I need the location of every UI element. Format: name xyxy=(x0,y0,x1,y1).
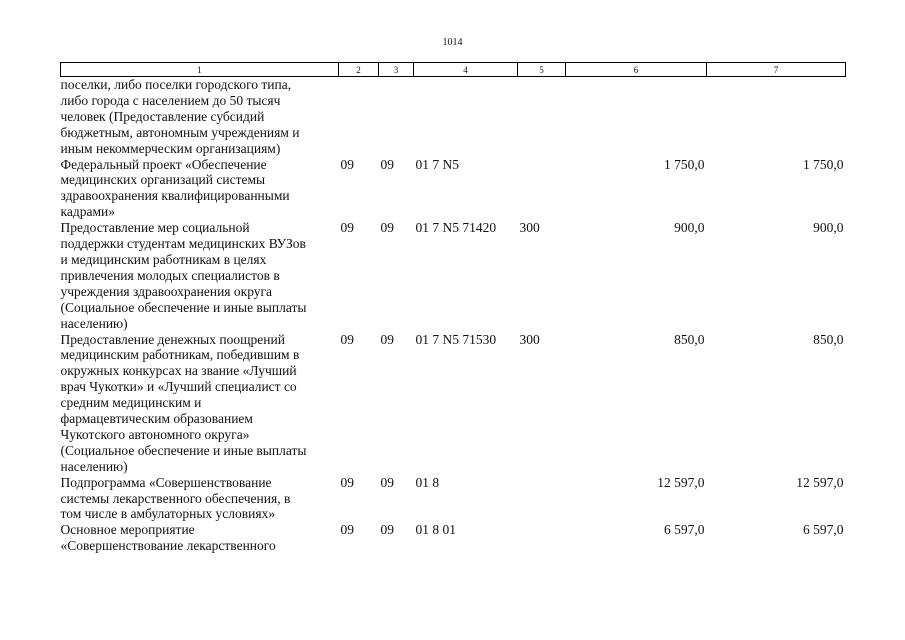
row-name-line: и медицинским работникам в целях xyxy=(60,251,267,267)
row-name-line: Федеральный проект «Обеспечение xyxy=(60,156,267,172)
row-target-article: 01 7 N5 71530 xyxy=(415,331,497,347)
row-name-line: (Социальное обеспечение и иные выплаты xyxy=(60,442,307,458)
row-name xyxy=(61,157,339,221)
row-name xyxy=(61,77,339,157)
row-name xyxy=(61,475,339,523)
row-target-article: 01 7 N5 71420 xyxy=(415,220,497,236)
row-name-line: кадрами» xyxy=(60,204,115,220)
row-amount-1: 1 750,0 xyxy=(664,156,705,172)
header-row xyxy=(61,63,846,77)
row-name-line: фармацевтическим образованием xyxy=(60,411,253,427)
row-section-code: 09 xyxy=(340,522,354,538)
row-section-code xyxy=(339,77,379,157)
row-subsection-code: 09 xyxy=(380,474,394,490)
row-amount-2: 12 597,0 xyxy=(796,474,844,490)
row-name-line: Предоставление мер социальной xyxy=(60,220,250,236)
row-name-line: привлечения молодых специалистов в xyxy=(60,267,280,283)
row-name-line: системы лекарственного обеспечения, в xyxy=(60,490,291,506)
row-subsection-code: 09 xyxy=(380,220,394,236)
row-name-line: поселки, либо поселки городского типа, xyxy=(60,77,292,92)
row-name-line: населению) xyxy=(60,458,128,474)
row-name xyxy=(61,220,339,331)
row-amount-1: 850,0 xyxy=(674,331,705,347)
row-amount-2: 6 597,0 xyxy=(803,522,844,538)
row-amount-2: 1 750,0 xyxy=(803,156,844,172)
header-col-2: 2 xyxy=(339,63,379,77)
header-col-5: 5 xyxy=(518,63,566,77)
row-subsection-code: 09 xyxy=(380,156,394,172)
row-target-article: 01 7 N5 xyxy=(415,156,459,172)
table-row xyxy=(61,475,846,523)
table-row xyxy=(61,220,846,331)
row-amount-2: 900,0 xyxy=(813,220,844,236)
row-name-line: поддержки студентам медицинских ВУЗов xyxy=(60,236,306,252)
row-name-line: средним медицинским и xyxy=(60,395,202,411)
row-name-line: человек (Предоставление субсидий xyxy=(60,108,265,124)
header-col-1: 1 xyxy=(61,63,339,77)
row-target-article: 01 8 xyxy=(415,474,440,490)
row-name-line: здравоохранения квалифицированными xyxy=(60,188,290,204)
table-row xyxy=(61,522,846,554)
row-name-line: окружных конкурсах на звание «Лучший xyxy=(60,363,297,379)
row-expense-type: 300 xyxy=(519,331,540,347)
row-name-line: Чукотского автономного округа» xyxy=(60,426,250,442)
header-col-6: 6 xyxy=(566,63,707,77)
row-subsection-code: 09 xyxy=(380,331,394,347)
row-amount-1 xyxy=(566,77,707,157)
row-name xyxy=(61,522,339,554)
row-name-line: Основное мероприятие xyxy=(60,522,195,538)
row-expense-type xyxy=(518,157,566,221)
row-section-code: 09 xyxy=(340,156,354,172)
row-name-line: медицинским работникам, победившим в xyxy=(60,347,300,363)
row-amount-1: 6 597,0 xyxy=(664,522,705,538)
row-section-code: 09 xyxy=(340,474,354,490)
row-name-line: медицинских организаций системы xyxy=(60,172,266,188)
row-name-line: (Социальное обеспечение и иные выплаты xyxy=(60,299,307,315)
row-amount-2 xyxy=(707,77,846,157)
table-body xyxy=(61,77,846,555)
row-amount-1: 12 597,0 xyxy=(657,474,705,490)
page-number: 1014 xyxy=(442,37,463,48)
table-row xyxy=(61,332,846,475)
header-col-7: 7 xyxy=(707,63,846,77)
header-col-3: 3 xyxy=(379,63,414,77)
row-name-line: том числе в амбулаторных условиях» xyxy=(60,506,276,522)
row-expense-type xyxy=(518,522,566,554)
row-target-article xyxy=(414,77,518,157)
row-expense-type: 300 xyxy=(519,220,540,236)
row-subsection-code xyxy=(379,77,414,157)
row-name-line: иным некоммерческим организациям) xyxy=(60,140,281,156)
row-name xyxy=(61,332,339,475)
row-expense-type xyxy=(518,77,566,157)
row-name-line: «Совершенствование лекарственного xyxy=(60,538,276,554)
row-section-code: 09 xyxy=(340,220,354,236)
row-amount-1: 900,0 xyxy=(674,220,705,236)
row-name-line: населению) xyxy=(60,315,128,331)
row-name-line: учреждения здравоохранения округа xyxy=(60,283,273,299)
row-target-article: 01 8 01 xyxy=(415,522,456,538)
row-name-line: бюджетным, автономным учреждениям и xyxy=(60,124,300,140)
header-col-4: 4 xyxy=(414,63,518,77)
budget-table xyxy=(60,62,846,554)
table-header xyxy=(61,63,846,77)
row-amount-2: 850,0 xyxy=(813,331,844,347)
table-row xyxy=(61,157,846,221)
row-name-line: либо города с населением до 50 тысяч xyxy=(60,92,281,108)
row-subsection-code: 09 xyxy=(380,522,394,538)
row-name-line: врач Чукотки» и «Лучший специалист со xyxy=(60,379,297,395)
row-name-line: Предоставление денежных поощрений xyxy=(60,331,285,347)
row-name-line: Подпрограмма «Совершенствование xyxy=(60,474,272,490)
table-row xyxy=(61,77,846,157)
row-expense-type xyxy=(518,475,566,523)
row-section-code: 09 xyxy=(340,331,354,347)
